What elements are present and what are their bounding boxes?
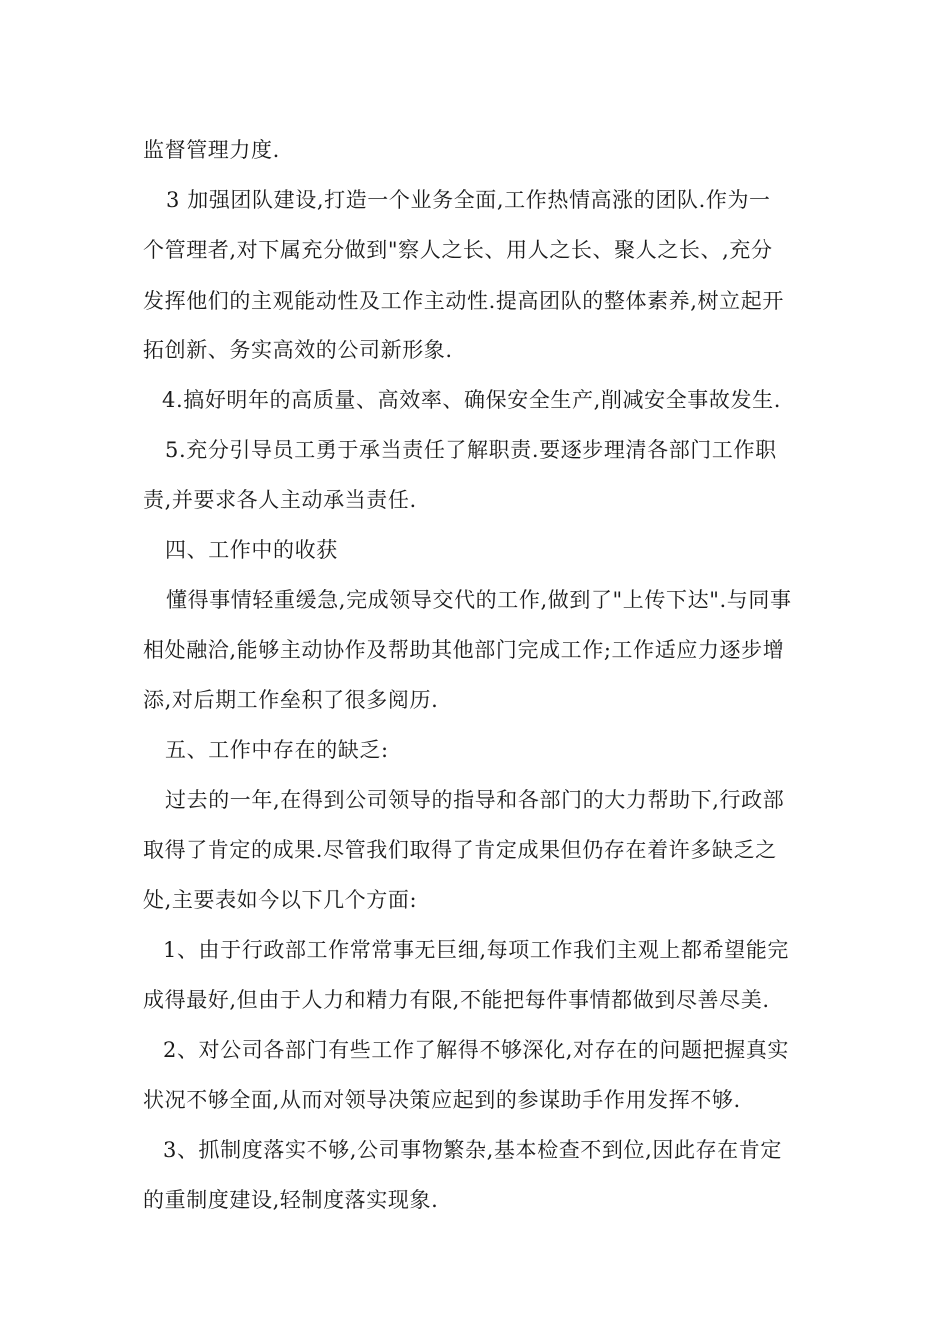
gains-line-3: 添,对后期工作垒积了很多阅历. [143,688,439,712]
gains-line-1: 懂得事情轻重缓急,完成领导交代的工作,做到了"上传下达".与同事 [166,588,792,612]
shortcoming-2-line-1: 2、对公司各部门有些工作了解得不够深化,对存在的问题把握真实 [163,1038,790,1062]
shortcoming-1-line-1: 1、由于行政部工作常常事无巨细,每项工作我们主观上都希望能完 [163,938,790,962]
shortcoming-2-line-2: 状况不够全面,从而对领导决策应起到的参谋助手作用发挥不够. [143,1088,741,1112]
section-heading-gains: 四、工作中的收获 [165,538,338,562]
shortcomings-intro-line-1: 过去的一年,在得到公司领导的指导和各部门的大力帮助下,行政部 [165,788,785,812]
item-3-line-3: 发挥他们的主观能动性及工作主动性.提高团队的整体素养,树立起开 [143,289,784,313]
item-3-line-1: 3 加强团队建设,打造一个业务全面,工作热情高涨的团队.作为一 [166,188,771,212]
shortcoming-3-line-2: 的重制度建设,轻制度落实现象. [143,1188,439,1212]
item-3-line-4: 拓创新、务实高效的公司新形象. [143,338,453,362]
item-4-line-1: 4.搞好明年的高质量、高效率、确保安全生产,削减安全事故发生. [162,388,781,412]
item-5-line-1: 5.充分引导员工勇于承当责任了解职责.要逐步理清各部门工作职 [165,438,777,462]
shortcoming-1-line-2: 成得最好,但由于人力和精力有限,不能把每件事情都做到尽善尽美. [143,988,770,1012]
section-heading-shortcomings: 五、工作中存在的缺乏: [165,738,389,762]
shortcoming-3-line-1: 3、抓制度落实不够,公司事物繁杂,基本检查不到位,因此存在肯定 [163,1138,782,1162]
item-3-line-2: 个管理者,对下属充分做到"察人之长、用人之长、聚人之长、,充分 [143,238,773,262]
gains-line-2: 相处融洽,能够主动协作及帮助其他部门完成工作;工作适应力逐步增 [143,638,785,662]
shortcomings-intro-line-3: 处,主要表如今以下几个方面: [143,888,418,912]
text-line-continuation: 监督管理力度. [143,138,280,162]
item-5-line-2: 责,并要求各人主动承当责任. [143,488,417,512]
shortcomings-intro-line-2: 取得了肯定的成果.尽管我们取得了肯定成果但仍存在着许多缺乏之 [143,838,777,862]
